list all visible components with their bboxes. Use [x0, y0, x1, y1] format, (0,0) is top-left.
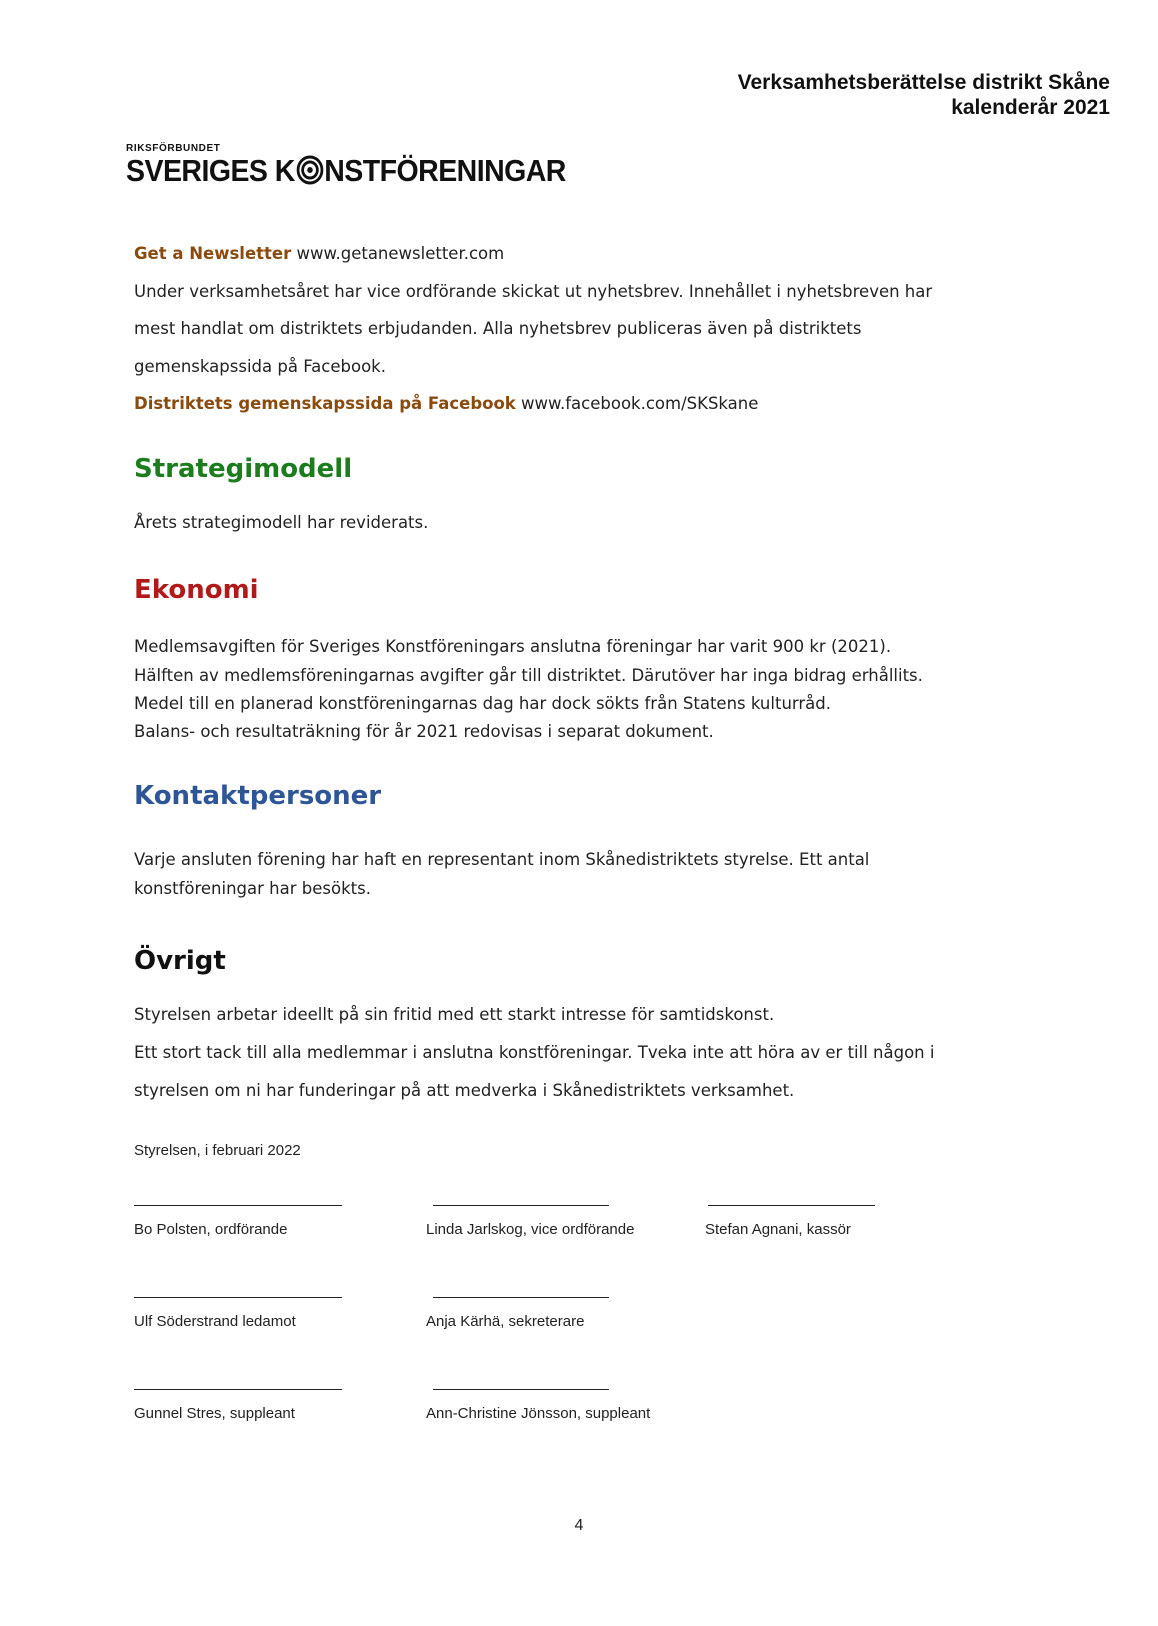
signer-name: Anja Kärhä, sekreterare — [426, 1313, 585, 1330]
ekonomi-text-line: Medlemsavgiften för Sveriges Konstföreningars anslutna föreningar har varit 900 kr (2021). — [134, 637, 892, 656]
logo-main-before: SVERIGES K — [126, 153, 295, 188]
signature-line — [134, 1205, 342, 1206]
strategi-text: Årets strategimodell har reviderats. — [134, 513, 429, 532]
logo-small-text: RIKSFÖRBUNDET — [126, 143, 221, 154]
logo-main-after: NSTFÖRENINGAR — [324, 153, 566, 188]
strategi-heading: Strategimodell — [134, 454, 353, 484]
newsletter-url[interactable]: www.getanewsletter.com — [296, 244, 505, 263]
spiral-logo-icon — [296, 155, 324, 193]
signature-line — [433, 1205, 609, 1206]
kontakt-heading: Kontaktpersoner — [134, 781, 382, 811]
header-title-line2: kalenderår 2021 — [951, 96, 1110, 119]
facebook-label: Distriktets gemenskapssida på Facebook — [134, 394, 516, 413]
ekonomi-text-line: Hälften av medlemsföreningarnas avgifter går till distriktet. Därutöver har inga bidrag erhållits. — [134, 666, 923, 685]
signer-name: Linda Jarlskog, vice ordförande — [426, 1221, 635, 1238]
signature-line — [433, 1297, 609, 1298]
facebook-line — [134, 394, 758, 413]
ekonomi-text-line: Balans- och resultaträkning för år 2021 redovisas i separat dokument. — [134, 722, 714, 741]
signer-name: Gunnel Stres, suppleant — [134, 1405, 295, 1422]
ovrigt-heading: Övrigt — [134, 946, 226, 976]
ovrigt-text-line: Styrelsen arbetar ideellt på sin fritid med ett starkt intresse för samtidskonst. — [134, 1005, 775, 1024]
signature-line — [134, 1297, 342, 1298]
document-header — [738, 70, 1110, 120]
newsletter-line — [134, 244, 504, 263]
signer-name: Ulf Söderstrand ledamot — [134, 1313, 296, 1330]
kontakt-text-line: Varje ansluten förening har haft en representant inom Skånedistriktets styrelse. Ett antal — [134, 850, 870, 869]
ekonomi-text-line: Medel till en planerad konstföreningarnas dag har dock sökts från Statens kulturråd. — [134, 694, 832, 713]
newsletter-text-line: mest handlat om distriktets erbjudanden. Alla nyhetsbrev publiceras även på distriktets — [134, 319, 862, 338]
kontakt-text-line: konstföreningar har besökts. — [134, 879, 371, 898]
signature-line — [134, 1389, 342, 1390]
newsletter-text-line: Under verksamhetsåret har vice ordförande skickat ut nyhetsbrev. Innehållet i nyhetsbreven har — [134, 282, 933, 301]
ekonomi-heading: Ekonomi — [134, 575, 259, 605]
signature-line — [708, 1205, 875, 1206]
page-number: 4 — [574, 1517, 584, 1534]
signature-line — [433, 1389, 609, 1390]
logo-main-text — [126, 153, 566, 193]
newsletter-text-line: gemenskapssida på Facebook. — [134, 357, 386, 376]
newsletter-label: Get a Newsletter — [134, 244, 292, 263]
ovrigt-text-line: Ett stort tack till alla medlemmar i anslutna konstföreningar. Tveka inte att höra av er till någon i — [134, 1043, 935, 1062]
organization-logo — [126, 143, 566, 193]
signer-name: Bo Polsten, ordförande — [134, 1221, 288, 1238]
facebook-url[interactable]: www.facebook.com/SKSkane — [521, 394, 759, 413]
ovrigt-text-line: styrelsen om ni har funderingar på att medverka i Skånedistriktets verksamhet. — [134, 1081, 795, 1100]
signer-name: Ann-Christine Jönsson, suppleant — [426, 1405, 651, 1422]
signer-name: Stefan Agnani, kassör — [705, 1221, 851, 1238]
header-title-line1: Verksamhetsberättelse distrikt Skåne — [737, 71, 1110, 94]
signature-date: Styrelsen, i februari 2022 — [134, 1142, 301, 1159]
